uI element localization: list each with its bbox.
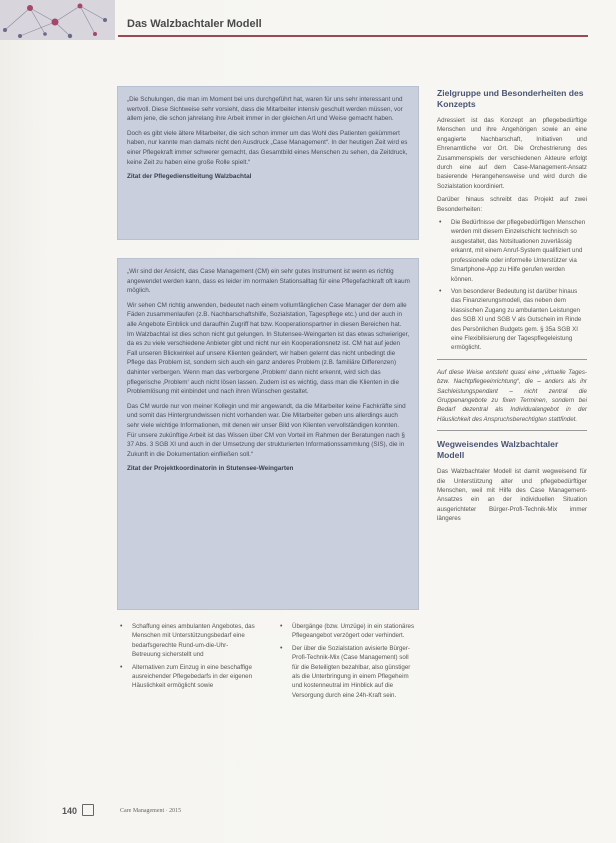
right-column [437,88,587,528]
list-item: • Von besonderer Bedeutung ist darüber hinaus das Finanzierungsmodell, das neben dem klassischen Zugang zu ambulanten Leistungen des SGB XI und SGB V als Gutschein im Rinde des Persönlichen Budgets gem. § 35a SGB XI eine Flexibilisierung der Tagespflegeleistung ermöglicht. [437,287,587,353]
quote-paragraph: „Wir sind der Ansicht, das Case Management (CM) ein sehr gutes Instrument ist wenn es richtig angewendet werden kann, dass es leider im normalen Stationsalltag für eine Pflegefachkraft oft kaum möglich. [127,268,410,295]
page-number: 140 [62,806,78,816]
header-rule [118,35,588,37]
list-item: • Schaffung eines ambulanten Angebotes, das Menschen mit Unterstützungsbedarf eine bedarfsgerechte Rund-um-die-Uhr-Betreuung sicherstellt und [118,622,256,660]
magazine-name: Care Management · 2015 [120,808,182,814]
magazine-logo-icon [82,804,94,816]
divider [437,359,587,360]
list-item: • Der über die Sozialstation avisierte Bürger-Profi-Technik-Mix (Case Management) soll für die Beteiligten bezahlbar, also günstiger als die Unterbringung in einem Pflegeheim und kostenneutral im Hinblick auf die Versorgung durch eine 24h-Kraft sein. [278,644,416,700]
list-item: • Übergänge (bzw. Umzüge) in ein stationäres Pflegeangebot verzögert oder verhindert. [278,622,416,641]
list-item: • Alternativen zum Einzug in eine beschaffige ausreichender Pflegebedarfs in der eigenen Häuslichkeit ermöglicht sowie [118,663,256,691]
body-text: Das Walzbachtaler Modell ist damit wegweisend für die Unterstützung alter und pflegebedürftiger Menschen, weil mit Hilfe des Case Management-Ansatzes ein an der individuellen Situation ausgerichteter Bürger-Profi-Technik-Mix immer längeres [437,468,587,523]
body-text: Auf diese Weise entsteht quasi eine „virtuelle Tages- bzw. Nachtpflegeeinrichtung“, die – anders als ihr Sachleistungspendant – nicht zentral die Gruppenangebote zu fixen Terminen, sondern bei Bedarf dezentral als Individualangebot in der Häuslichkeit des Anspruchsberechtigten stattfindet. [437,368,587,423]
body-text: Adressiert ist das Konzept an pflegebedürftige Menschen und ihre Angehörigen sowie an eine engagierte Nachbarschaft, Initiativen und Ehrenamtliche vor Ort. Die Orchestrierung des Zusammenspiels der verschiedenen Akteure erfolgt durch eine auf dem Case-Management-Ansatz basierende Herangehensweise und wird durch die Sozialstation koordiniert. [437,117,587,190]
quote-paragraph: Wir sehen CM richtig anwenden, bedeutet nach einem vollumfänglichen Case Manager der dem alle Fäden zusammenlaufen (z.B. Nachbarschaftshilfe, Sozialstation, Tagespflege etc.) und der auch in alle Angebote Einblick und daraufhin Zugriff hat bzw. Kooperationspartner in diesen Bereichen hat. Im Walzbachtal ist dies schon nicht gut gelungen. In Stutensee-Weingarten ist das etwas schwieriger, da es zu viele verschiedene Anbieter gibt und nicht nur ein Kooperationsnetz ist. CM hat auf jeden Fall unseren Blickwinkel auf unsere Klienten geändert, wir haben gelernt das nicht unbedingt die Pflege das Problem ist, sondern sich auch ein ganz anderes Problem (z.B. familiäre Differenzen) dahinter verbergen. Wenn man das verborgene ‚Problem‘ dann nicht erkennt, wird sich das pflegerische ‚Problem‘ auch nicht lösen lassen. Zudem ist es wichtig, dass man die Klienten in die Problemlösung mit einbindet und nach ihren Wünschen gestaltet. [127,301,410,396]
quote-paragraph: „Die Schulungen, die man im Moment bei uns durchgeführt hat, waren für uns sehr interessant und wertvoll. Diese Sichtweise sehr vorsieht, dass die Mitarbeiter intensiv geschult werden müssen, vor allem jene, die schon jahrelang ihre Arbeit immer in der gleichen Art und Weise gemacht haben. [127,96,403,123]
quote-box-walzbachtal [117,86,419,240]
body-text: Darüber hinaus schreibt das Projekt auf zwei Besonderheiten: [437,196,587,213]
list-item: • Die Bedürfnisse der pflegebedürftigen Menschen werden mit diesem Einzelschicht technisch so ausgestaltet, das Notsituationen zuverlässig erkannt, mit einem Anruf-System qualifiziert und professionelle oder informelle Unterstützer via Smartphone-App zu Hilfe gerufen werden können. [437,218,587,284]
quote-paragraph: Das CM wurde nur von meiner Kollegin und mir angewandt, da die Mitarbeiter keine Fachkräfte sind und somit das Hintergrundwissen nicht vorhanden war. Die Mitarbeiter geben uns allerdings auch sehr viele wichtige Informationen, mit denen wir unser Bild von Klienten vervollständigen konnten. Für unsere zukünftige Arbeit ist das Wissen über CM von Vorteil im Rahmen der Beratungen nach § 37 Abs. 3 SGB XI und auch in der Umsetzung der strukturierten Informationssammlung (SIS), die in Zukunft in die Dokumentation einfließen soll.“ [127,402,406,458]
header-title: Das Walzbachtaler Modell [127,18,262,30]
section-heading: Wegweisendes Walzbachtaler Modell [437,439,559,461]
quote-paragraph: Doch es gibt viele ältere Mitarbeiter, die sich schon immer um das Wohl des Patienten gekümmert haben, nur kannte man damals nicht den Ausdruck „Case Management“. In der heutigen Zeit wird es einer Pflegekraft immer schwerer gemacht, das Gesamtbild eines Menschen zu sehen, da Zeitdruck, keine Zeit zu haben eine große Rolle spielt.“ [127,129,408,166]
bullet-column-left [118,622,256,694]
header-network-graphic [0,0,115,40]
quote-source: Zitat der Projektkoordinatorin in Stutensee-Weingarten [127,465,294,473]
quote-box-stutensee [117,258,419,610]
divider [437,430,587,431]
bullet-column-middle [278,622,416,703]
section-heading: Zielgruppe und Besonderheiten des Konzepts [437,88,584,109]
quote-source: Zitat der Pflegedienstleitung Walzbachtal [127,173,252,181]
